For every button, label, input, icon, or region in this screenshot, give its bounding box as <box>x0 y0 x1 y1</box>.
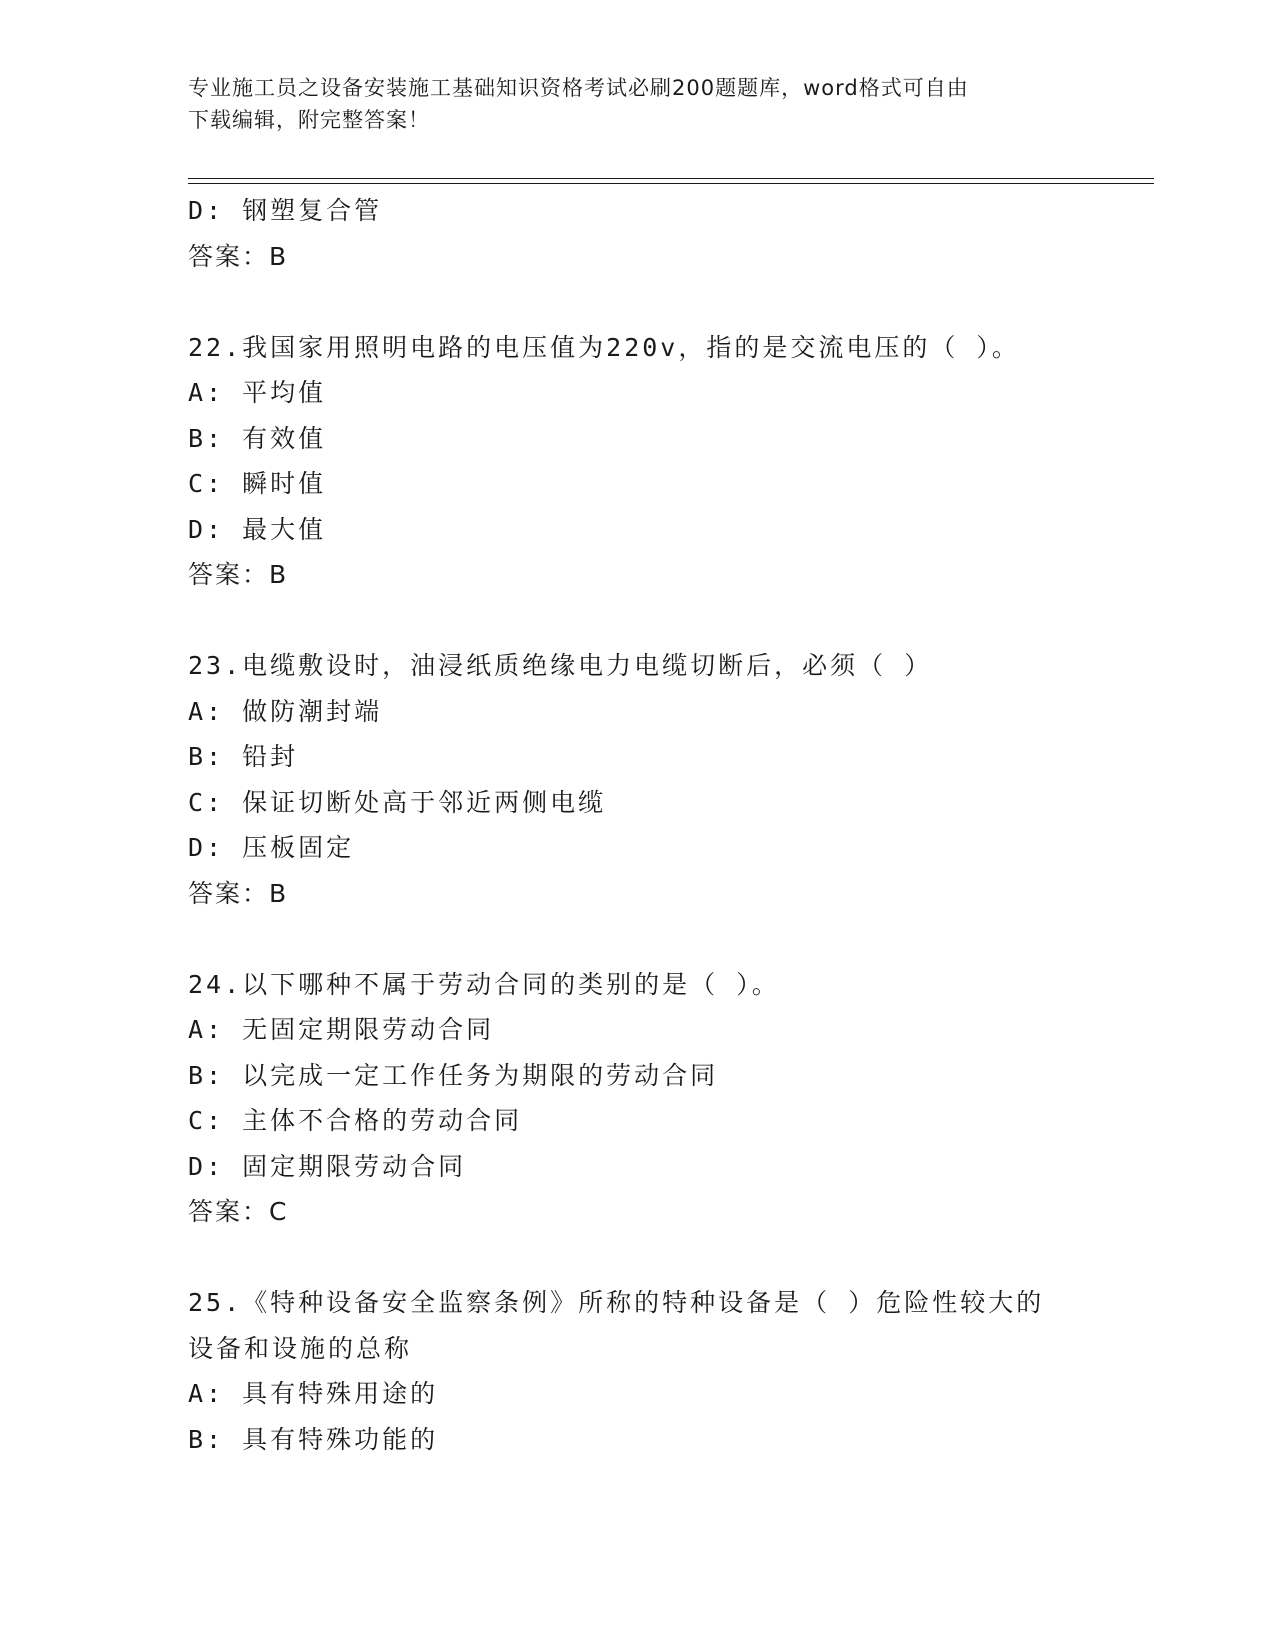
document-body <box>188 188 1148 1462</box>
option-c: C: 保证切断处高于邻近两侧电缆 <box>188 787 607 817</box>
option-b: B: 铅封 <box>188 742 299 771</box>
spacer <box>188 279 1148 325</box>
option-a: A: 做防潮封端 <box>188 696 383 726</box>
question-stem: 22.我国家用照明电路的电压值为220v，指的是交流电压的（ ）。 <box>188 332 1020 362</box>
question-22 <box>188 325 1148 598</box>
option-a: A: 无固定期限劳动合同 <box>188 1015 495 1044</box>
answer-line: 答案：B <box>188 241 289 271</box>
spacer <box>188 598 1148 644</box>
question-stem: 24.以下哪种不属于劳动合同的类别的是（ ）。 <box>188 969 780 999</box>
header-line-1: 专业施工员之设备安装施工基础知识资格考试必刷200题题库，word格式可自由 <box>188 76 969 100</box>
question-stem: 23.电缆敷设时，油浸纸质绝缘电力电缆切断后，必须（ ） <box>188 651 933 680</box>
option-a: A: 平均值 <box>188 378 327 407</box>
option-c: C: 瞬时值 <box>188 469 327 498</box>
option-c: C: 主体不合格的劳动合同 <box>188 1106 523 1135</box>
option-b: B: 以完成一定工作任务为期限的劳动合同 <box>188 1060 719 1090</box>
answer-line: 答案：B <box>188 878 289 908</box>
spacer <box>188 1235 1148 1281</box>
question-23 <box>188 643 1148 916</box>
option-b: B: 具有特殊功能的 <box>188 1424 439 1454</box>
option-a: A: 具有特殊用途的 <box>188 1379 439 1408</box>
question-stem: 25.《特种设备安全监察条例》所称的特种设备是（ ）危险性较大的 <box>188 1288 1045 1317</box>
question-24 <box>188 962 1148 1235</box>
question-stem-continued: 设备和设施的总称 <box>188 1333 413 1363</box>
document-header <box>188 72 1088 136</box>
option-d: D: 压板固定 <box>188 833 355 862</box>
option-d: D: 钢塑复合管 <box>188 196 383 225</box>
answer-line: 答案：C <box>188 1197 289 1226</box>
option-d: D: 固定期限劳动合同 <box>188 1151 467 1181</box>
header-rule-bottom <box>188 183 1154 184</box>
question-25 <box>188 1280 1148 1462</box>
option-b: B: 有效值 <box>188 423 327 453</box>
header-line-2: 下载编辑，附完整答案！ <box>188 108 430 132</box>
header-rule-top <box>188 178 1154 179</box>
spacer <box>188 916 1148 962</box>
answer-line: 答案：B <box>188 560 289 589</box>
option-d: D: 最大值 <box>188 514 327 544</box>
